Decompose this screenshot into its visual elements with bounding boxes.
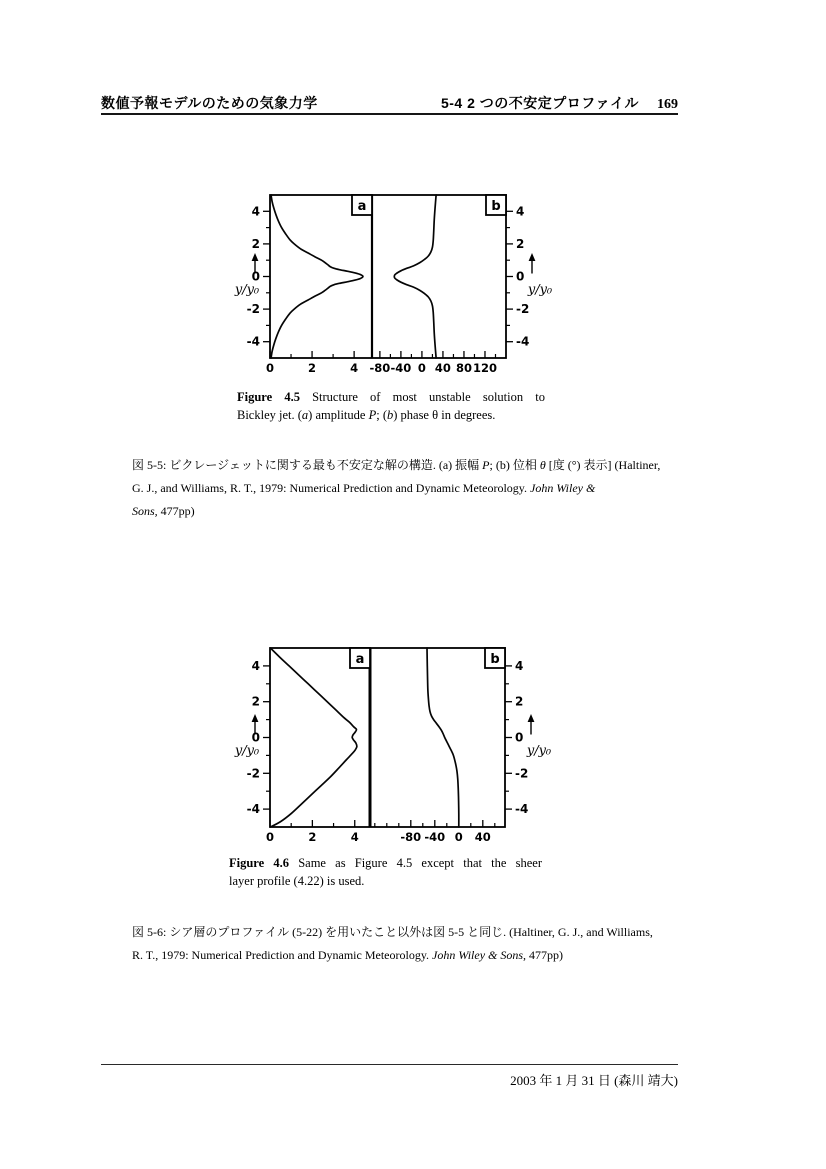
svg-text:-2: -2 (515, 766, 529, 781)
svg-text:2: 2 (516, 236, 525, 251)
caption-segment: P (368, 408, 377, 422)
svg-text:2: 2 (308, 361, 317, 375)
svg-text:0: 0 (251, 730, 260, 745)
caption-segment: P (482, 458, 490, 472)
svg-text:120: 120 (472, 361, 497, 375)
caption-segment: ) amplitude (308, 408, 369, 422)
svg-text:0: 0 (516, 269, 525, 284)
panel-label-b: b (490, 652, 500, 667)
svg-text:4: 4 (251, 658, 260, 673)
header-right (441, 93, 678, 113)
caption-segment: 図 5-6: シア層のプロファイル (5-22) を用いたこと以外は図 5-5 と同じ. (Haltiner, G. J., and Williams, (132, 925, 653, 939)
caption-segment: [度 (°) 表示] (Haltiner, (545, 458, 661, 472)
caption-segment: 477pp) (157, 504, 195, 518)
caption-line (132, 944, 692, 967)
fig46-svg (226, 640, 556, 854)
panel-a (266, 648, 370, 844)
figure-4-5-caption (237, 388, 545, 424)
caption-segment: Structure of most unstable solution to (299, 390, 545, 404)
svg-text:40: 40 (474, 830, 491, 844)
svg-text:-4: -4 (246, 802, 260, 817)
header-rule (101, 113, 678, 115)
y-axis-label (527, 253, 553, 298)
svg-text:40: 40 (434, 361, 451, 375)
jp-caption-5-5 (132, 454, 692, 523)
footer-rule (101, 1064, 678, 1065)
svg-text:0: 0 (265, 830, 275, 844)
up-arrow-head-icon (528, 714, 535, 722)
caption-segment: Bickley jet. ( (237, 408, 302, 422)
svg-text:-4: -4 (516, 334, 530, 349)
caption-line (132, 500, 692, 523)
footer-date: 2003 年 1 月 31 日 (森川 靖大) (510, 1073, 678, 1088)
plot-frame (270, 195, 506, 358)
svg-text:0: 0 (454, 830, 463, 844)
caption-segment: John Wiley & (530, 481, 596, 495)
fig45-a-curve (271, 195, 363, 358)
panel-label-b: b (491, 199, 501, 214)
caption-line (132, 454, 692, 477)
svg-text:y/y₀: y/y₀ (527, 282, 553, 298)
fig45-svg (226, 186, 556, 386)
figure-4-6-caption (229, 854, 542, 890)
fig46-a-curve (270, 648, 356, 827)
caption-segment: a (301, 408, 309, 422)
caption-segment: ) phase θ in degrees. (393, 408, 496, 422)
svg-text:-40: -40 (424, 830, 446, 844)
fig45-b-curve (394, 195, 436, 358)
svg-text:2: 2 (308, 830, 317, 844)
caption-segment: layer profile (4.22) is used. (229, 874, 365, 888)
caption-line (132, 477, 692, 500)
up-arrow-head-icon (529, 253, 536, 261)
y-axis (247, 204, 530, 348)
svg-text:-80: -80 (369, 361, 391, 375)
header-page-number: 169 (657, 97, 678, 112)
caption-segment: 図 5-5: ビクレージェットに関する最も不安定な解の構造. (a) 振幅 (132, 458, 483, 472)
y-axis-label (526, 714, 552, 759)
svg-text:-2: -2 (246, 766, 260, 781)
svg-text:4: 4 (350, 361, 359, 375)
svg-text:-4: -4 (515, 802, 529, 817)
fig46-b-curve (427, 648, 459, 827)
caption-line (132, 921, 692, 944)
svg-text:y/y₀: y/y₀ (234, 282, 260, 298)
svg-text:-80: -80 (400, 830, 422, 844)
svg-text:0: 0 (417, 361, 426, 375)
caption-segment: b (386, 408, 394, 422)
header-section-title: 5-4 2 つの不安定プロファイル (440, 95, 639, 111)
caption-segment: 477pp) (526, 948, 564, 962)
svg-text:y/y₀: y/y₀ (526, 743, 552, 759)
header-left-title: 数値予報モデルのための気象力学 (101, 95, 318, 111)
caption-segment: Same as Figure 4.5 except that the sheer (289, 856, 542, 870)
caption-line (229, 872, 542, 890)
figure-4-6-plot (226, 640, 556, 854)
svg-text:2: 2 (251, 236, 260, 251)
caption-line (229, 854, 542, 872)
caption-segment: ; (b) 位相 (489, 458, 540, 472)
svg-text:4: 4 (251, 204, 260, 219)
caption-segment: θ (539, 458, 546, 472)
panel-a (266, 195, 372, 375)
svg-text:4: 4 (350, 830, 359, 844)
up-arrow-head-icon (252, 714, 259, 722)
caption-segment: Figure 4.5 (237, 390, 300, 404)
svg-text:y/y₀: y/y₀ (234, 743, 260, 759)
svg-text:2: 2 (251, 694, 260, 709)
caption-segment: G. J., and Williams, R. T., 1979: Numerical Prediction and Dynamic Meteorology. (132, 481, 531, 495)
svg-text:4: 4 (516, 204, 525, 219)
svg-text:-2: -2 (246, 302, 260, 317)
caption-line (237, 406, 545, 424)
svg-text:4: 4 (515, 658, 524, 673)
panel-label-a: a (355, 652, 365, 667)
svg-text:0: 0 (251, 269, 260, 284)
jp-caption-5-6 (132, 921, 692, 967)
svg-text:-2: -2 (516, 302, 530, 317)
panel-b (375, 648, 505, 844)
svg-text:0: 0 (515, 730, 524, 745)
panel-label-a: a (357, 199, 367, 214)
caption-segment: ; ( (376, 408, 387, 422)
caption-segment: John Wiley & Sons, (432, 948, 527, 962)
up-arrow-head-icon (252, 253, 259, 261)
caption-line (237, 388, 545, 406)
caption-segment: R. T., 1979: Numerical Prediction and Dynamic Meteorology. (132, 948, 433, 962)
y-axis (247, 659, 529, 816)
svg-text:-4: -4 (246, 334, 260, 349)
figure-4-5-plot (226, 186, 556, 386)
svg-text:0: 0 (265, 361, 275, 375)
svg-text:80: 80 (455, 361, 472, 375)
caption-segment: Figure 4.6 (229, 856, 289, 870)
svg-text:-40: -40 (390, 361, 412, 375)
caption-segment: Sons, (132, 504, 158, 518)
panel-b (369, 195, 506, 375)
svg-text:2: 2 (515, 694, 524, 709)
